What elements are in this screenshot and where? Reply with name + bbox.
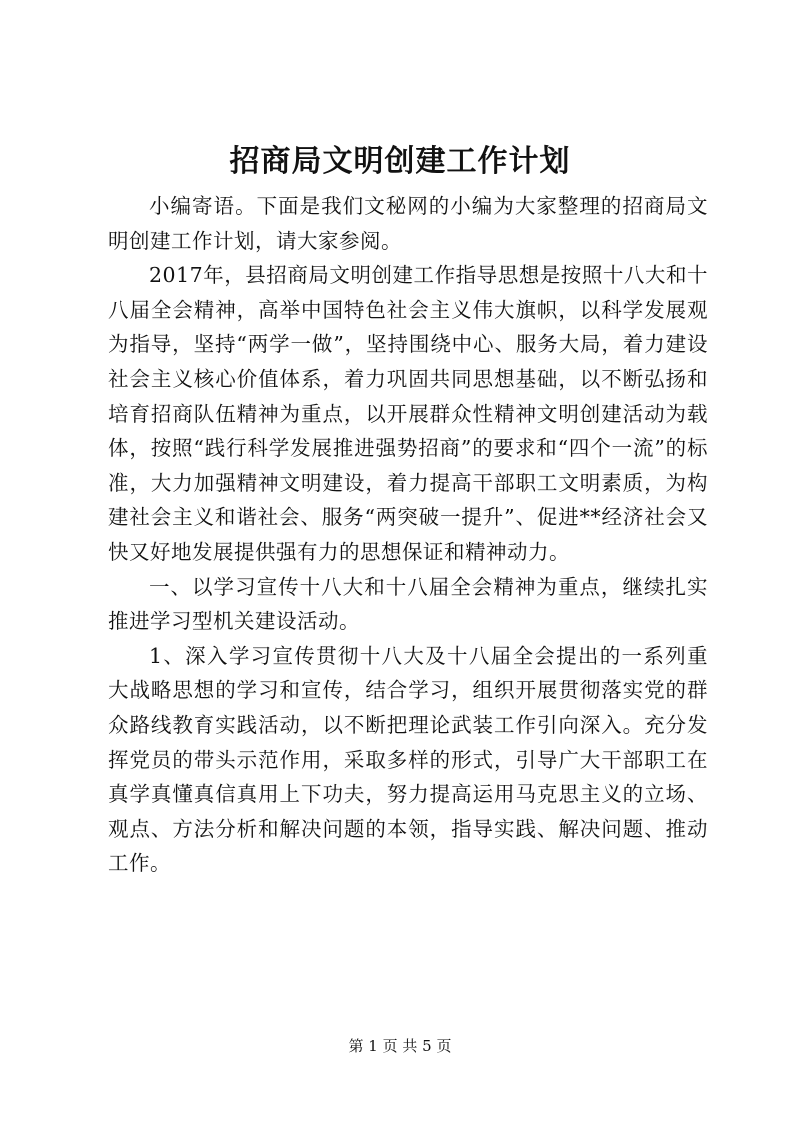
document-body <box>108 189 708 881</box>
paragraph-section-one-heading: 一、以学习宣传十八大和十八届全会精神为重点，继续扎实推进学习型机关建设活动。 <box>108 574 708 634</box>
paragraph-intro: 小编寄语。下面是我们文秘网的小编为大家整理的招商局文明创建工作计划，请大家参阅。 <box>108 194 708 253</box>
page-number-footer: 第 1 页 共 5 页 <box>348 1037 452 1055</box>
document-title: 招商局文明创建工作计划 <box>229 144 571 179</box>
paragraph-guiding-thought: 2017年，县招商局文明创建工作指导思想是按照十八大和十八届全会精神，高举中国特色社会主义伟大旗帜，以科学发展观为指导，坚持“两学一做”，坚持围绕中心、服务大局，着力建设社会主义核心价值体系，着力巩固共同思想基础，以不断弘扬和培育招商队伍精神为重点，以开展群众性精神文明创建活动为载体，按照“践行科学发展推进强势招商”的要求和“四个一流”的标准，大力加强精神文明建设，着力提高干部职工文明素质，为构建社会主义和谐社会、服务“两突破一提升”、促进**经济社会又快又好地发展提供强有力的思想保证和精神动力。 <box>108 263 708 564</box>
paragraph-item-one: 1、深入学习宣传贯彻十八大及十八届全会提出的一系列重大战略思想的学习和宣传，结合学习，组织开展贯彻落实党的群众路线教育实践活动，以不断把理论武装工作引向深入。充分发挥党员的带头示范作用，采取多样的形式，引导广大干部职工在真学真懂真信真用上下功夫，努力提高运用马克思主义的立场、观点、方法分析和解决问题的本领，指导实践、解决问题、推动工作。 <box>108 643 708 876</box>
